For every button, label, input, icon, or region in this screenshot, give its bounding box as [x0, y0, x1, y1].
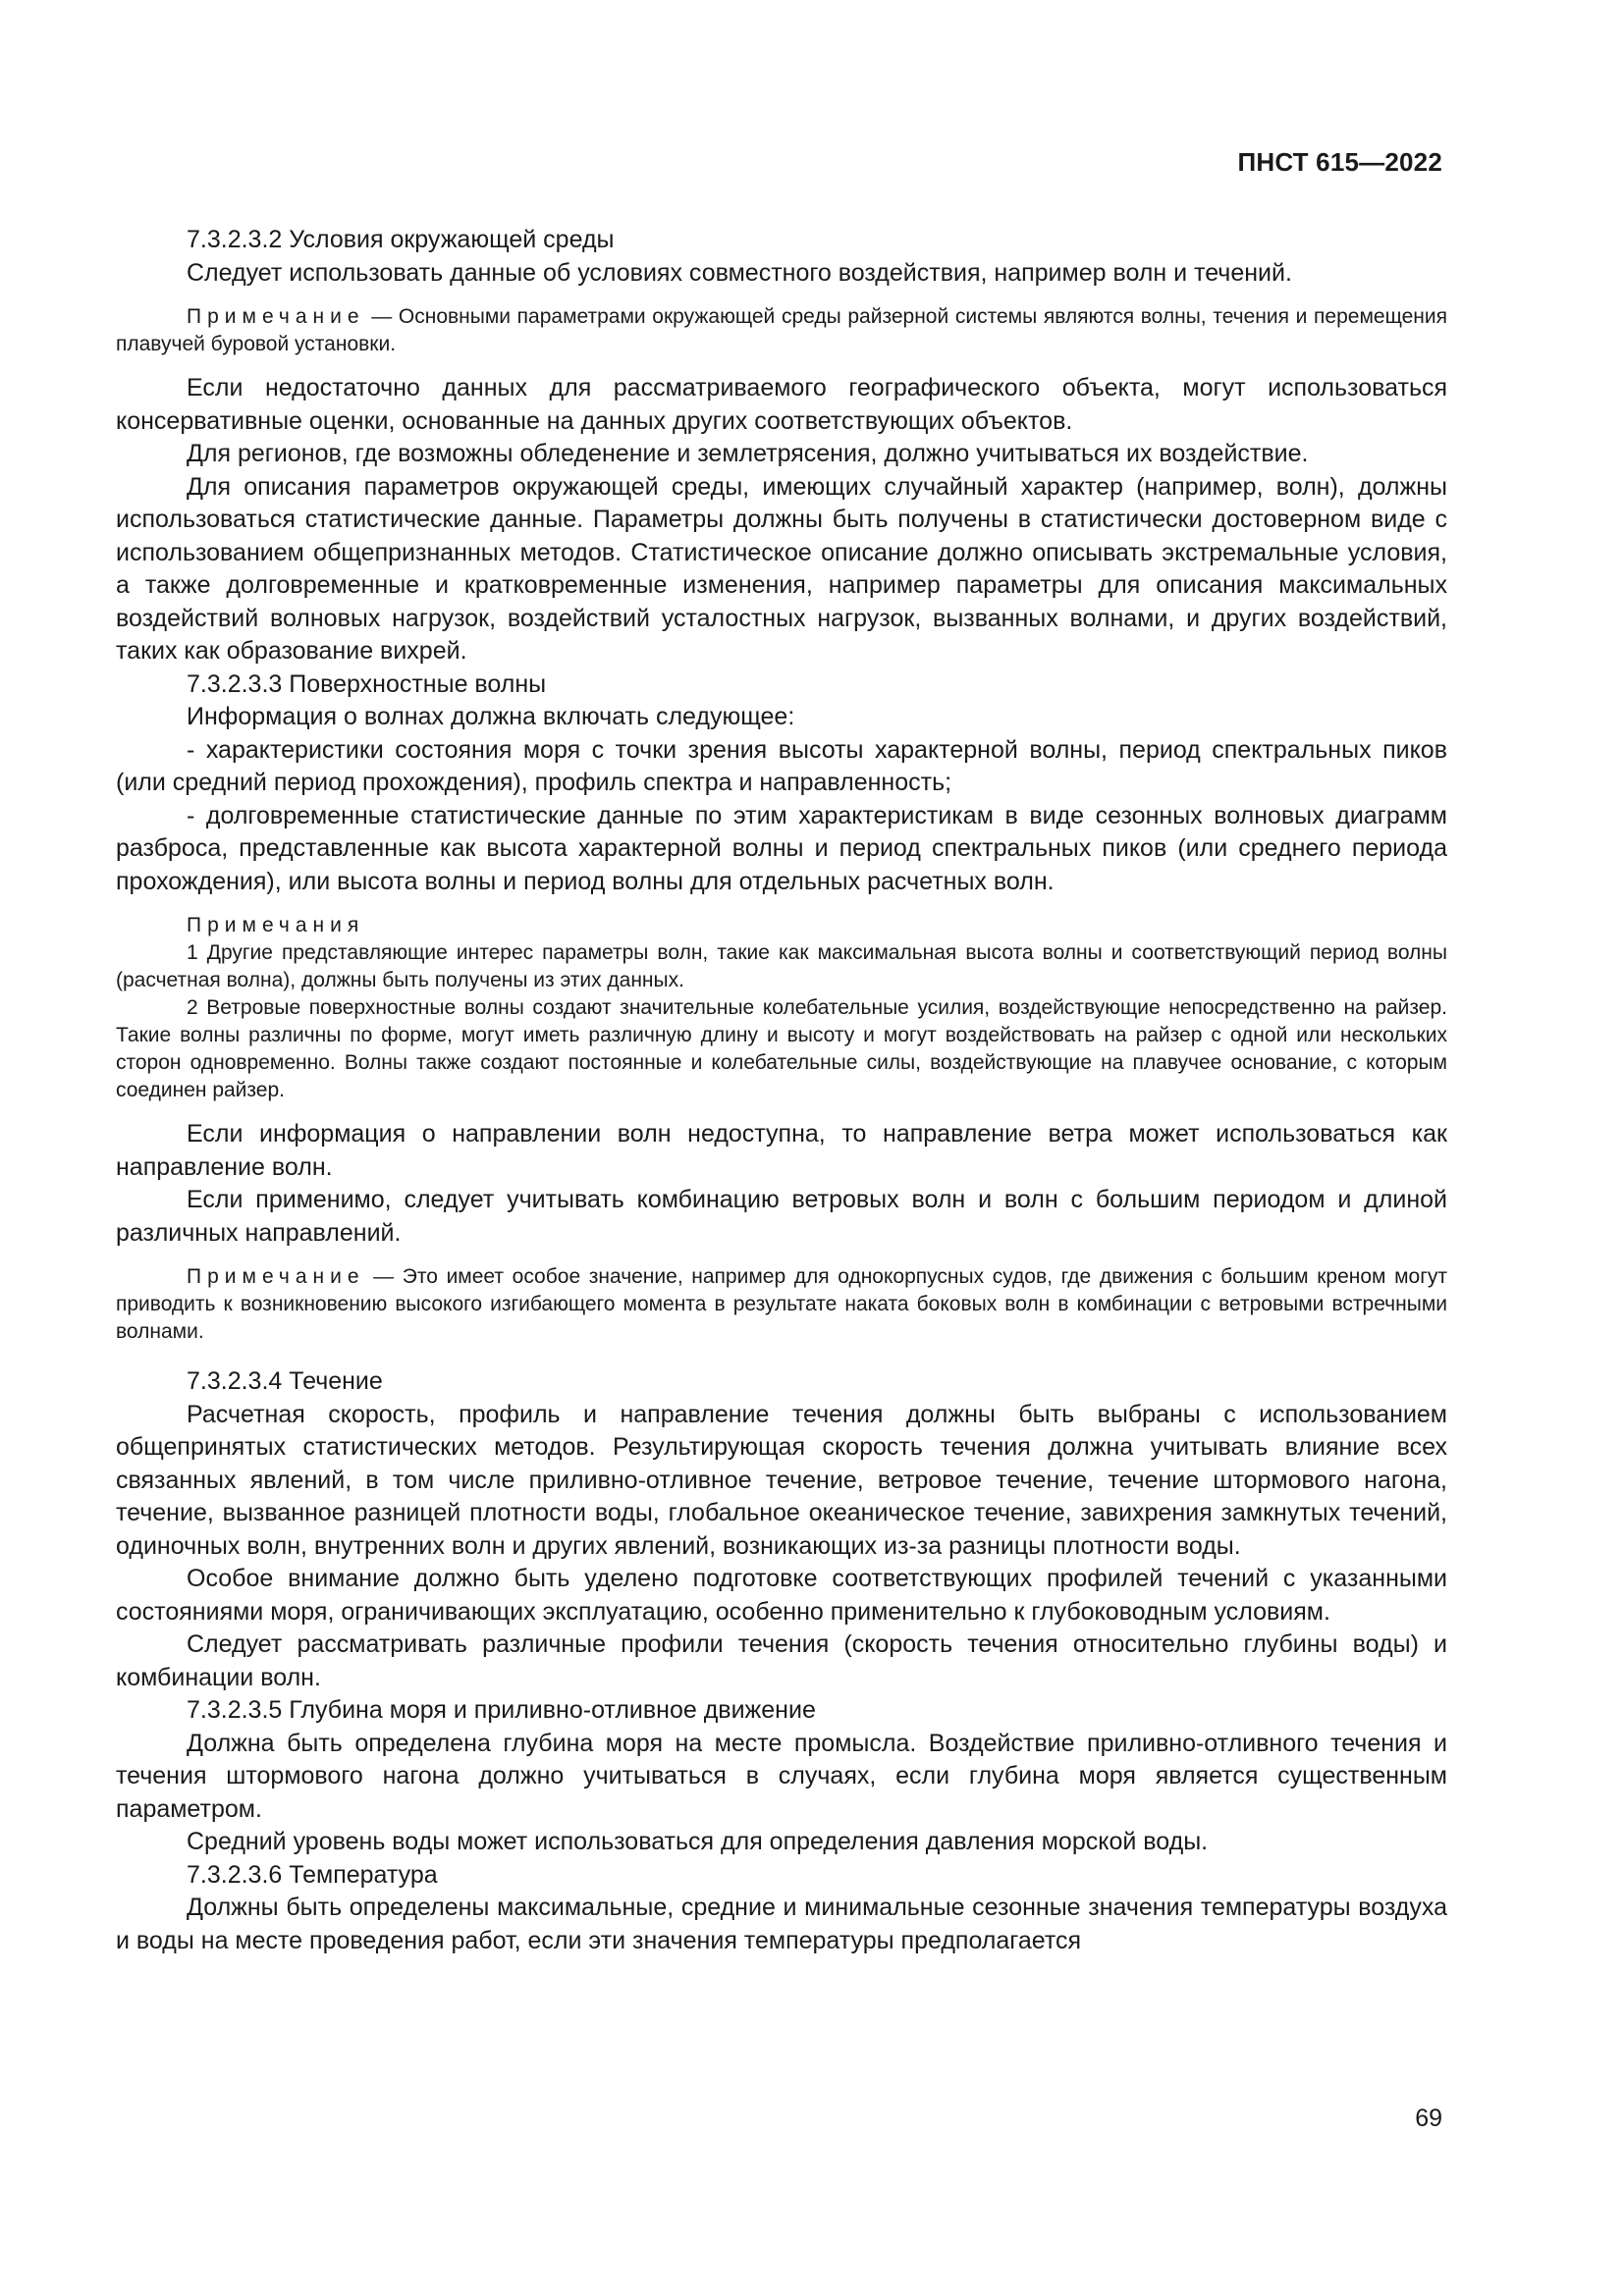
paragraph: Расчетная скорость, профиль и направление течения должны быть выбраны с использованием общепринятых статистических методов. Результирующая скорость течения должна учитывать влияние всех связанных явлений, в том числе приливно-отливное течение, ветровое течение, течение штормового нагона, течение, вызванное разницей плотности воды, глобальное океаническое течение, завихрения замкнутых течений, одиночных волн, внутренних волн и других явлений, возникающих из-за разницы плотности воды.: [116, 1400, 1447, 1560]
paragraph: Должны быть определены максимальные, средние и минимальные сезонные значения температуры воздуха и воды на месте проведения работ, если эти значения температуры предполагается: [116, 1894, 1447, 1954]
paragraph: Если применимо, следует учитывать комбинацию ветровых волн и волн с большим периодом и длиной различных направлений.: [116, 1186, 1447, 1247]
notes-heading: Примечания: [187, 914, 365, 936]
paragraph: Для регионов, где возможны обледенение и землетрясения, должно учитываться их воздействие.: [187, 440, 1309, 467]
note: [116, 303, 1447, 358]
section-heading: 7.3.2.3.6 Температура: [187, 1860, 438, 1889]
paragraph: Информация о волнах должна включать следующее:: [187, 703, 795, 730]
section-heading: 7.3.2.3.5 Глубина моря и приливно-отливное движение: [187, 1696, 816, 1724]
document-code: ПНСТ 615—2022: [1237, 147, 1442, 177]
section-heading: 7.3.2.3.3 Поверхностные волны: [187, 669, 547, 698]
note: [116, 1263, 1447, 1346]
page-number: 69: [1415, 2105, 1442, 2132]
list-item: - характеристики состояния моря с точки зрения высоты характерной волны, период спектральных пиков (или средний период прохождения), профиль спектра и направленность;: [116, 735, 1447, 796]
section-heading: 7.3.2.3.4 Течение: [187, 1367, 383, 1395]
paragraph: Для описания параметров окружающей среды, имеющих случайный характер (например, волн), должны использоваться статистические данные. Параметры должны быть получены в статистически достоверном виде с использованием общепризнанных методов. Статистическое описание должно описывать экстремальные условия, а также долговременные и кратковременные изменения, например параметры для описания максимальных воздействий волновых нагрузок, воздействий усталостных нагрузок, вызванных волнами, и других воздействий, таких как образование вихрей.: [116, 472, 1447, 665]
note: 2 Ветровые поверхностные волны создают значительные колебательные усилия, воздействующие непосредственно на райзер. Такие волны различны по форме, могут иметь различную длину и высоту и могут воздействовать на райзер с одной или нескольких сторон одновременно. Волны также создают постоянные и колебательные силы, воздействующие на плавучее основание, с которым соединен райзер.: [116, 996, 1447, 1101]
paragraph: Если недостаточно данных для рассматриваемого географического объекта, могут использоваться консервативные оценки, основанные на данных других соответствующих объектов.: [116, 374, 1447, 435]
note-label: Примечание: [187, 1265, 365, 1288]
paragraph: Следует рассматривать различные профили течения (скорость течения относительно глубины воды) и комбинации волн.: [116, 1630, 1447, 1691]
note-text: — Основными параметрами окружающей среды райзерной системы являются волны, течения и перемещения плавучей буровой установки.: [116, 305, 1447, 355]
section-heading: 7.3.2.3.2 Условия окружающей среды: [187, 226, 615, 253]
list-item: - долговременные статистические данные по этим характеристикам в виде сезонных волновых диаграмм разброса, представленные как высота характерной волны и период спектральных пиков (или среднего периода прохождения), или высота волны и период волны для отдельных расчетных волн.: [116, 801, 1447, 895]
paragraph: Особое внимание должно быть уделено подготовке соответствующих профилей течений с указанными состояниями моря, ограничивающих эксплуатацию, особенно применительно к глубоководным условиям.: [116, 1565, 1447, 1626]
paragraph: Средний уровень воды может использоваться для определения давления морской воды.: [187, 1828, 1209, 1855]
page-content: [116, 224, 1447, 1957]
paragraph: Если информация о направлении волн недоступна, то направление ветра может использоваться как направление волн.: [116, 1120, 1447, 1181]
note-label: Примечание: [187, 305, 365, 328]
paragraph: Должна быть определена глубина моря на месте промысла. Воздействие приливно-отливного течения и течения штормового нагона должно учитываться в случаях, если глубина моря является существенным параметром.: [116, 1729, 1447, 1823]
paragraph: Следует использовать данные об условиях совместного воздействия, например волн и течений.: [187, 258, 1292, 287]
note: 1 Другие представляющие интерес параметры волн, такие как максимальная высота волны и соответствующий период волны (расчетная волна), должны быть получены из этих данных.: [116, 941, 1447, 991]
note-text: — Это имеет особое значение, например для однокорпусных судов, где движения с большим креном могут приводить к возникновению высокого изгибающего момента в результате наката боковых волн в комбинации с ветровыми встречными волнами.: [116, 1265, 1447, 1343]
